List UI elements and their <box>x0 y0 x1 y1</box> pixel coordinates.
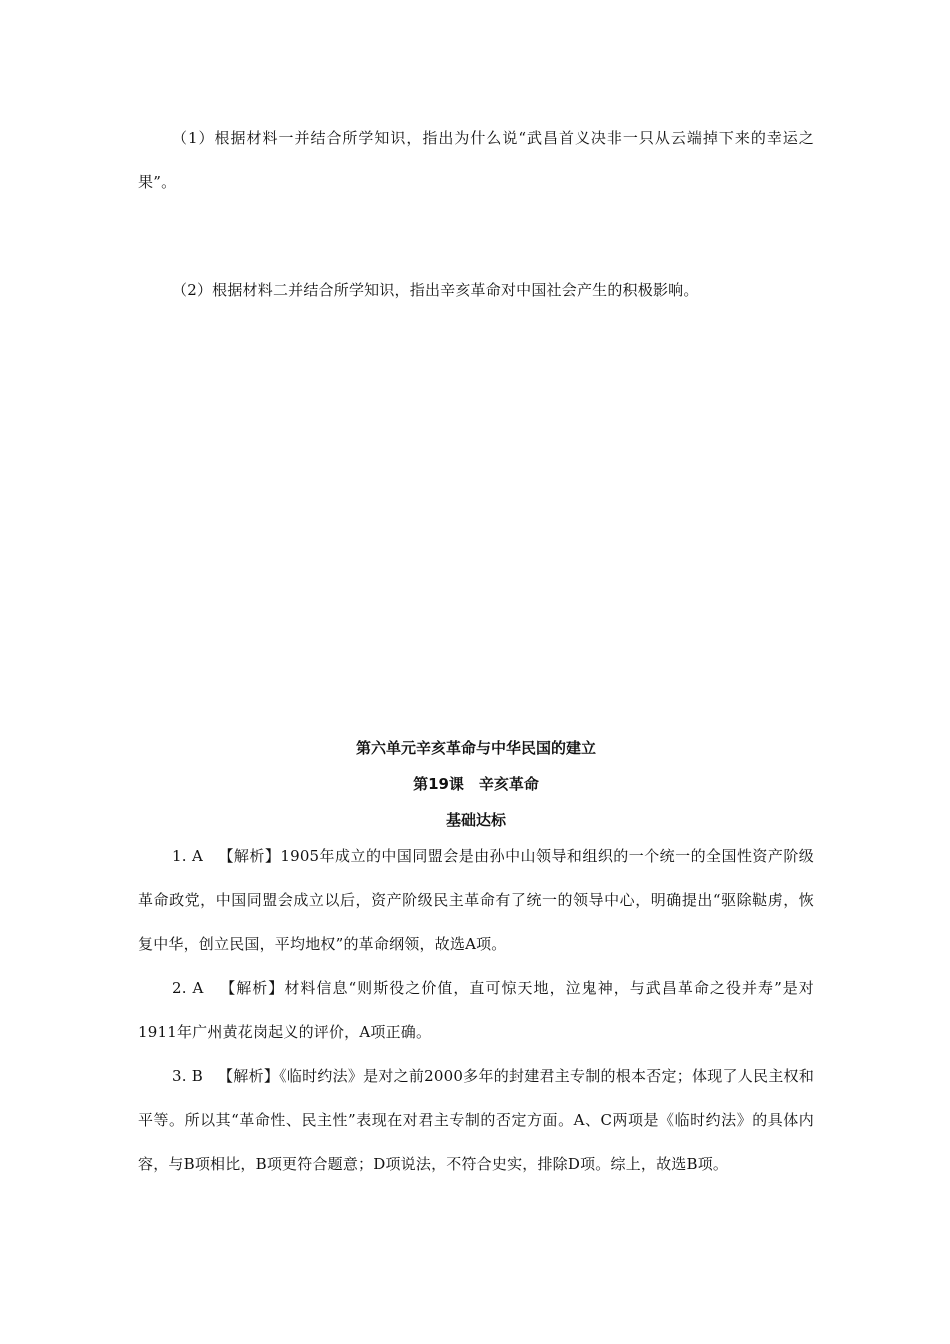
answer-item <box>138 834 814 966</box>
answer-number: 3. B <box>172 1067 203 1085</box>
analysis-tag: 【解析】 <box>218 847 281 865</box>
section-title: 基础达标 <box>445 811 506 829</box>
answer-number: 1. A <box>172 847 203 865</box>
answer-text: 《临时约法》是对之前2000多年的封建君主专制的根本否定；体现了人民主权和平等。所以其“革命性、民主性”表现在对君主专制的否定方面。A、C两项是《临时约法》的具体内容，与B项相比，B项更符合题意；D项说法，不符合史实，排除D项。综上，故选B项。 <box>138 1067 815 1173</box>
answer-item <box>138 1054 814 1186</box>
unit-title: 第六单元辛亥革命与中华民国的建立 <box>355 739 596 757</box>
analysis-tag: 【解析】 <box>219 979 285 997</box>
answer-text: 材料信息“则斯役之价值，直可惊天地，泣鬼神，与武昌革命之役并寿”是对1911年广州黄花岗起义的评价，A项正确。 <box>138 979 815 1041</box>
answer-number: 2. A <box>172 979 204 997</box>
question-1: （1）根据材料一并结合所学知识，指出为什么说“武昌首义决非一只从云端掉下来的幸运之果”。 <box>138 129 814 191</box>
analysis-tag: 【解析】 <box>218 1067 280 1085</box>
answer-item <box>138 966 814 1054</box>
answer-text: 1905年成立的中国同盟会是由孙中山领导和组织的一个统一的全国性资产阶级革命政党，中国同盟会成立以后，资产阶级民主革命有了统一的领导中心，明确提出“驱除鞑虏，恢复中华，创立民国，平均地权”的革命纲领，故选A项。 <box>138 847 815 953</box>
lesson-title: 第19课 辛亥革命 <box>413 775 539 793</box>
question-2: （2）根据材料二并结合所学知识，指出辛亥革命对中国社会产生的积极影响。 <box>172 281 699 299</box>
